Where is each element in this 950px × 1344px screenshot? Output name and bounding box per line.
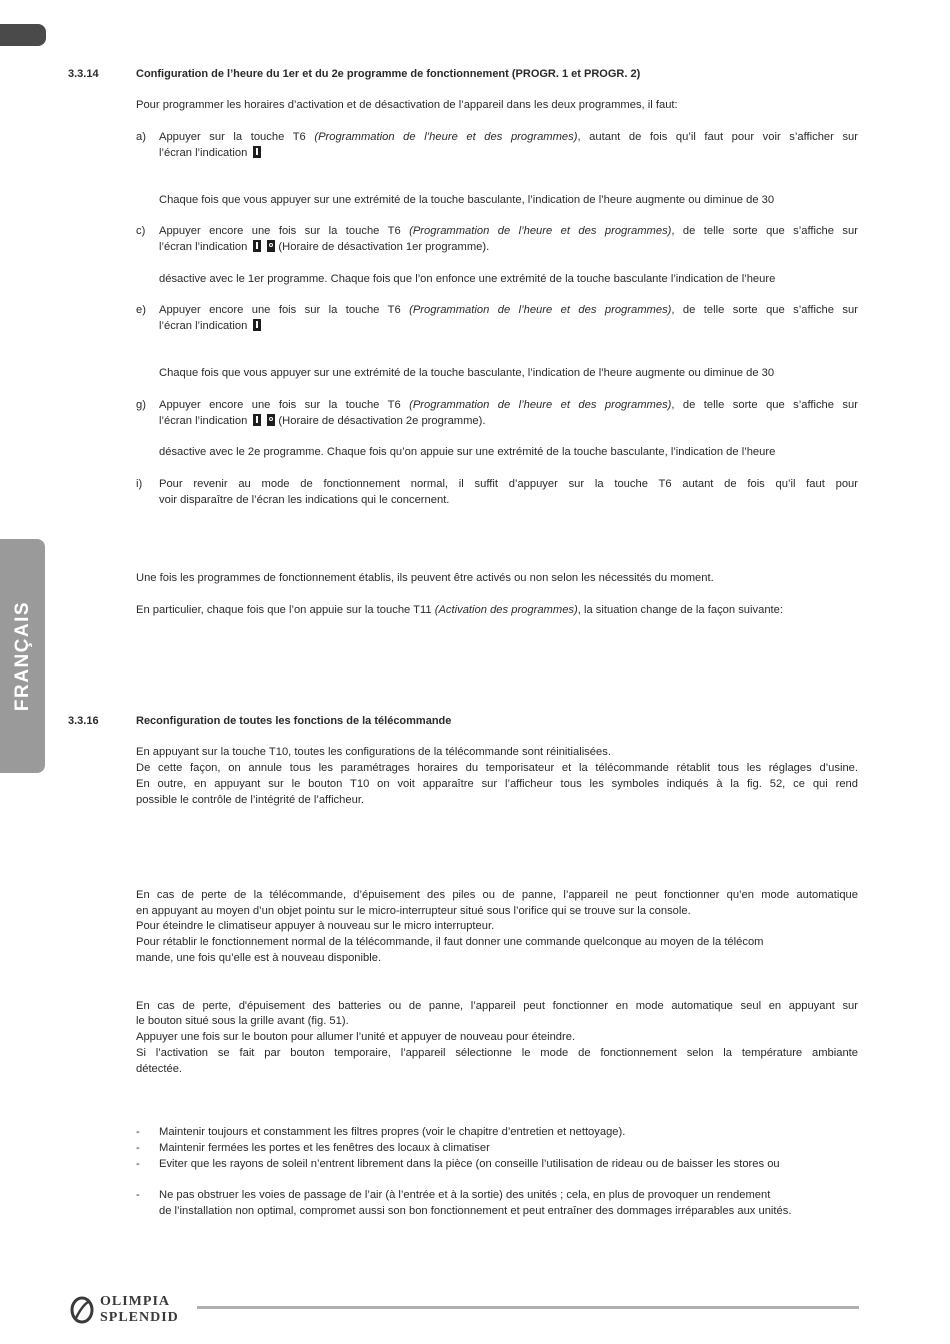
tip-air-passage-line-1: Ne pas obstruer les voies de passage de l’air (à l’entrée et à la sortie) des unités ; cela, en plus de provoquer un rendement bbox=[159, 1189, 771, 1201]
list-bullet: - bbox=[136, 1158, 140, 1170]
tip-air-passage-line-2: de l’installation non optimal, compromet aussi son bon fonctionnement et peut entraîner des dommages irréparables aux unités. bbox=[159, 1205, 792, 1217]
footer-divider bbox=[197, 1306, 859, 1309]
page-corner-tab bbox=[0, 24, 46, 46]
reset-line-1: En appuyant sur la touche T10, toutes les configurations de la télécommande sont réinitialisées. bbox=[136, 746, 611, 758]
lcd-indicator-icon bbox=[253, 240, 261, 252]
section-title-3-3-14: Configuration de l’heure du 1er et du 2e programme de fonctionnement (PROGR. 1 et PROGR. 2) bbox=[136, 68, 641, 80]
language-label: FRANÇAIS bbox=[11, 600, 33, 712]
logo-swirl-icon bbox=[70, 1296, 94, 1324]
backup-line-3: Appuyer une fois sur le bouton pour allumer l’unité et appuyer de nouveau pour éteindre. bbox=[136, 1031, 576, 1043]
emergency-line-3: Pour éteindre le climatiseur appuyer à nouveau sur le micro interrupteur. bbox=[136, 920, 495, 932]
olimpia-splendid-logo bbox=[70, 1294, 194, 1328]
backup-line-1: En cas de perte, d'épuisement des batteries ou de panne, l’appareil peut fonctionner en mode automatique seul en appuyant sur bbox=[136, 1000, 858, 1012]
step-d-text: désactive avec le 1er programme. Chaque fois que l’on enfonce une extrémité de la touche basculante l’indication de l’heure bbox=[159, 273, 776, 285]
section-number-3-3-14: 3.3.14 bbox=[68, 68, 99, 80]
step-e-line-1: Appuyer encore une fois sur la touche T6 (Programmation de l’heure et des programmes), de telle sorte que s’affiche sur bbox=[159, 304, 858, 316]
logo-line-2: SPLENDID bbox=[100, 1310, 179, 1325]
lcd-indicator-icon bbox=[253, 319, 261, 331]
lcd-indicator-icon bbox=[253, 414, 261, 426]
emergency-line-5: mande, une fois qu’elle est à nouveau disponible. bbox=[136, 952, 382, 964]
list-bullet: - bbox=[136, 1142, 140, 1154]
step-h-text: désactive avec le 2e programme. Chaque fois qu’on appuie sur une extrémité de la touche basculante, l’indication de l’heure bbox=[159, 446, 776, 458]
step-e-line-2: l’écran l’indication bbox=[159, 319, 264, 335]
backup-line-4: Si l’activation se fait par bouton temporaire, l’appareil sélectionne le mode de fonctionnement selon la température ambiante bbox=[136, 1047, 858, 1059]
tip-filters: Maintenir toujours et constamment les filtres propres (voir le chapitre d’entretien et nettoyage). bbox=[159, 1126, 626, 1138]
tip-sunlight: Eviter que les rayons de soleil n’entrent librement dans la pièce (on conseille l’utilisation de rideau ou de baisser les stores ou bbox=[159, 1158, 780, 1170]
step-g-line-1: Appuyer encore une fois sur la touche T6 (Programmation de l’heure et des programmes), de telle sorte que s’affiche sur bbox=[159, 399, 858, 411]
step-e-label: e) bbox=[136, 304, 146, 316]
reset-line-4: possible le contrôle de l’intégrité de l’afficheur. bbox=[136, 794, 365, 806]
emergency-line-1: En cas de perte de la télécommande, d’épuisement des piles ou de panne, l’appareil ne peut fonctionner qu’en mode automatique bbox=[136, 889, 858, 901]
tip-doors-windows: Maintenir fermées les portes et les fenêtres des locaux à climatiser bbox=[159, 1142, 490, 1154]
step-g-label: g) bbox=[136, 399, 146, 411]
logo-wordmark bbox=[100, 1294, 179, 1326]
emergency-line-2: en appuyant au moyen d’un objet pointu sur le micro-interrupteur situé sous l’orifice qui se trouve sur la console. bbox=[136, 905, 691, 917]
step-f-text: Chaque fois que vous appuyer sur une extrémité de la touche basculante, l’indication de l’heure augmente ou diminue de 30 bbox=[159, 367, 775, 379]
reset-line-2: De cette façon, on annule tous les paramétrages horaires du temporisateur et la télécommande rétablit tous les réglages d’usine. bbox=[136, 762, 858, 774]
step-a-label: a) bbox=[136, 131, 146, 143]
list-bullet: - bbox=[136, 1189, 140, 1201]
language-side-tab bbox=[0, 539, 45, 773]
logo-line-1: OLIMPIA bbox=[100, 1294, 170, 1309]
section-title-3-3-16: Reconfiguration de toutes les fonctions de la télécommande bbox=[136, 715, 452, 727]
step-c-line-2: l’écran l’indication (Horaire de désactivation 1er programme). bbox=[159, 241, 490, 253]
reset-line-3: En outre, en appuyant sur le bouton T10 on voit apparaître sur l’afficheur tous les symboles indiqués à la fig. 52, ce qui rend bbox=[136, 778, 858, 790]
step-a-line-1: Appuyer sur la touche T6 (Programmation de l’heure et des programmes), autant de fois qu’il faut pour voir s’afficher sur bbox=[159, 131, 858, 143]
step-i-line-1: Pour revenir au mode de fonctionnement normal, il suffit d’appuyer sur la touche T6 autant de fois qu’il faut pour bbox=[159, 478, 858, 490]
step-i-label: i) bbox=[136, 478, 143, 490]
section-intro: Pour programmer les horaires d’activation et de désactivation de l’appareil dans les deux programmes, il faut: bbox=[136, 99, 678, 111]
clock-icon bbox=[267, 240, 275, 252]
backup-line-2: le bouton situé sous la grille avant (fig. 51). bbox=[136, 1015, 349, 1027]
clock-icon bbox=[267, 414, 275, 426]
emergency-line-4: Pour rétablir le fonctionnement normal de la télécommande, il faut donner une commande quelconque au moyen de la télécom bbox=[136, 936, 764, 948]
programs-paragraph-1: Une fois les programmes de fonctionnement établis, ils peuvent être activés ou non selon les nécessités du moment. bbox=[136, 572, 714, 584]
section-number-3-3-16: 3.3.16 bbox=[68, 715, 99, 727]
lcd-indicator-icon bbox=[253, 146, 261, 158]
backup-line-5: détectée. bbox=[136, 1063, 183, 1075]
step-i-line-2: voir disparaître de l’écran les indications qui le concernent. bbox=[159, 494, 450, 506]
programs-paragraph-2: En particulier, chaque fois que l’on appuie sur la touche T11 (Activation des programmes), la situation change de la façon suivante: bbox=[136, 604, 783, 616]
step-c-line-1: Appuyer encore une fois sur la touche T6 (Programmation de l’heure et des programmes), de telle sorte que s’affiche sur bbox=[159, 225, 858, 237]
list-bullet: - bbox=[136, 1126, 140, 1138]
step-a-line-2: l’écran l’indication bbox=[159, 146, 264, 162]
step-b-text: Chaque fois que vous appuyer sur une extrémité de la touche basculante, l’indication de l’heure augmente ou diminue de 30 bbox=[159, 194, 775, 206]
step-g-line-2: l’écran l’indication (Horaire de désactivation 2e programme). bbox=[159, 415, 486, 427]
step-c-label: c) bbox=[136, 225, 146, 237]
